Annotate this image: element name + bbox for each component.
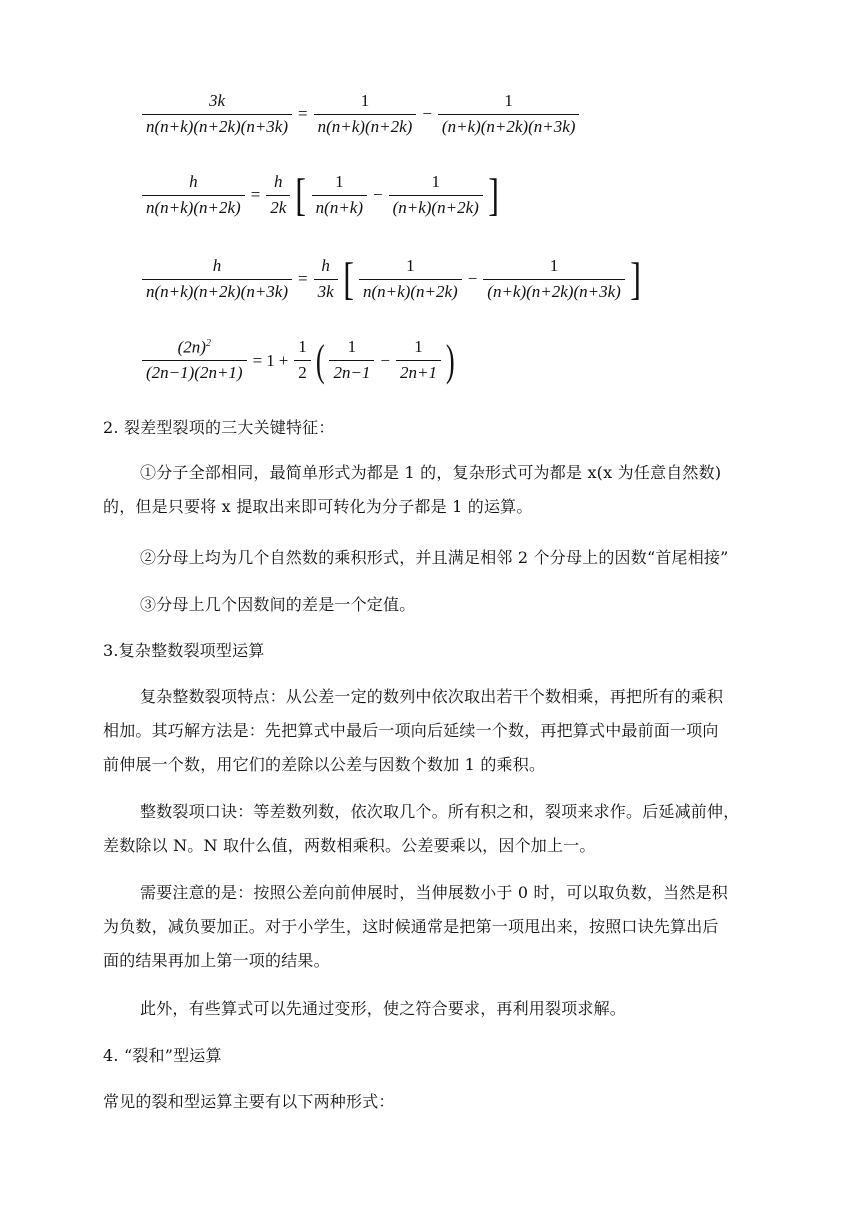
numerator: 1 (414, 337, 423, 357)
numerator: h (189, 171, 198, 191)
section-3-para-1-line-3: 前伸展一个数，用它们的差除以公差与因数个数加 1 的乘积。 (103, 755, 546, 774)
formula-2-lhs (142, 173, 245, 217)
section-3-para-2-line-1: 整数裂项口诀：等差数列数，依次取几个。所有积之和，裂项来求作。后延减前伸， (140, 802, 740, 821)
section-3-para-2-line-2: 差数除以 N。N 取什么值，两数相乘积。公差要乘以，因个加上一。 (103, 836, 596, 855)
section-3-title: 3.复杂整数裂项型运算 (103, 641, 265, 660)
plus-sign: + (278, 350, 289, 370)
denominator: n(n+k)(n+2k) (359, 279, 462, 302)
denominator: n(n+k)(n+2k) (314, 114, 417, 137)
formula-3-coefficient (314, 257, 338, 301)
denominator: n(n+k) (312, 195, 367, 218)
denominator: n(n+k)(n+2k) (142, 195, 245, 218)
denominator: (n+k)(n+2k)(n+3k) (438, 114, 580, 137)
constant-one: 1 (266, 350, 275, 370)
formula-4-coefficient (294, 338, 311, 382)
formula-3-term-2 (483, 257, 625, 301)
section-2-feature-3: ③分母上几个因数间的差是一个定值。 (140, 595, 416, 614)
denominator: (n+k)(n+2k)(n+3k) (483, 279, 625, 302)
section-3-para-4: 此外，有些算式可以先通过变形，使之符合要求，再利用裂项求解。 (140, 999, 627, 1018)
numerator: 1 (504, 91, 513, 110)
right-bracket: ] (488, 169, 499, 220)
denominator: 2n−1 (329, 360, 374, 383)
exponent: 2 (205, 338, 211, 349)
right-paren: ) (445, 335, 455, 385)
numerator: 1 (347, 337, 357, 357)
numerator: 1 (298, 337, 307, 357)
left-bracket: [ (295, 169, 307, 220)
equals-sign: = (298, 269, 308, 288)
formula-3 (140, 253, 644, 304)
formula-2 (140, 169, 502, 220)
minus-sign: − (422, 104, 432, 124)
section-3-para-1-line-1: 复杂整数裂项特点：从公差一定的数列中依次取出若干个数相乘，再把所有的乘积 (140, 687, 724, 706)
section-4-intro: 常见的裂和型运算主要有以下两种形式： (103, 1092, 395, 1111)
numerator (174, 338, 215, 360)
denominator: n(n+k)(n+2k)(n+3k) (142, 114, 292, 137)
formula-4-lhs (142, 338, 247, 383)
equals-sign: = (298, 104, 308, 124)
denominator: n(n+k)(n+2k)(n+3k) (142, 279, 292, 302)
denominator: (2n−1)(2n+1) (142, 360, 247, 383)
section-2-feature-1-line-1: ①分子全部相同，最简单形式为都是 1 的，复杂形式可为都是 x(x 为任意自然数) (140, 463, 722, 482)
numerator-base: (2n) (177, 337, 206, 357)
numerator: h (321, 255, 330, 275)
numerator: 1 (431, 171, 440, 191)
formula-4 (140, 335, 458, 385)
numerator: h (274, 171, 283, 191)
section-3-para-1-line-2: 相加。其巧解方法是：先把算式中最后一项向后延续一个数，再把算式中最前面一项向 (103, 721, 719, 740)
formula-4-term-1 (329, 338, 374, 382)
section-3-para-3-line-2: 为负数，减负要加正。对于小学生，这时候通常是把第一项甩出来，按照口诀先算出后 (103, 917, 719, 936)
section-2-feature-2: ②分母上均为几个自然数的乘积形式，并且满足相邻 2 个分母上的因数“首尾相接” (140, 548, 729, 567)
minus-sign: − (380, 350, 391, 370)
minus-sign: − (373, 185, 383, 204)
minus-sign: − (467, 269, 478, 288)
formula-4-term-2 (396, 338, 441, 382)
numerator: 1 (360, 91, 370, 110)
section-2-title: 2. 裂差型裂项的三大关键特征： (103, 418, 335, 437)
denominator: 2n+1 (396, 360, 441, 383)
section-2-feature-1-line-2: 的，但是只要将 x 提取出来即可转化为分子都是 1 的运算。 (103, 497, 533, 516)
numerator: 1 (406, 255, 415, 275)
formula-3-lhs (142, 257, 292, 301)
denominator: 2 (294, 360, 311, 383)
equals-sign: = (250, 185, 261, 204)
formula-2-term-2 (389, 173, 483, 217)
numerator: 1 (335, 171, 344, 191)
section-4-title: 4. “裂和”型运算 (103, 1046, 222, 1065)
section-3-para-3-line-3: 面的结果再加上第一项的结果。 (103, 951, 330, 970)
denominator: (n+k)(n+2k) (389, 195, 483, 218)
formula-1-term-2 (438, 92, 580, 136)
equals-sign: = (252, 350, 263, 370)
left-bracket: [ (342, 253, 354, 304)
numerator: 1 (549, 255, 559, 275)
formula-1-lhs (142, 92, 292, 136)
numerator: 3k (208, 91, 226, 110)
denominator: 2k (266, 195, 290, 218)
formula-2-term-1 (312, 173, 367, 217)
formula-1-term-1 (314, 92, 417, 136)
numerator: h (212, 255, 222, 275)
formula-1 (140, 92, 581, 136)
formula-3-term-1 (359, 257, 462, 301)
denominator: 3k (314, 279, 338, 302)
section-3-para-3-line-1: 需要注意的是：按照公差向前伸展时，当伸展数小于 0 时，可以取负数，当然是积 (140, 883, 728, 902)
formula-2-coefficient (266, 173, 290, 217)
left-paren: ( (315, 335, 325, 385)
right-bracket: ] (630, 253, 641, 304)
